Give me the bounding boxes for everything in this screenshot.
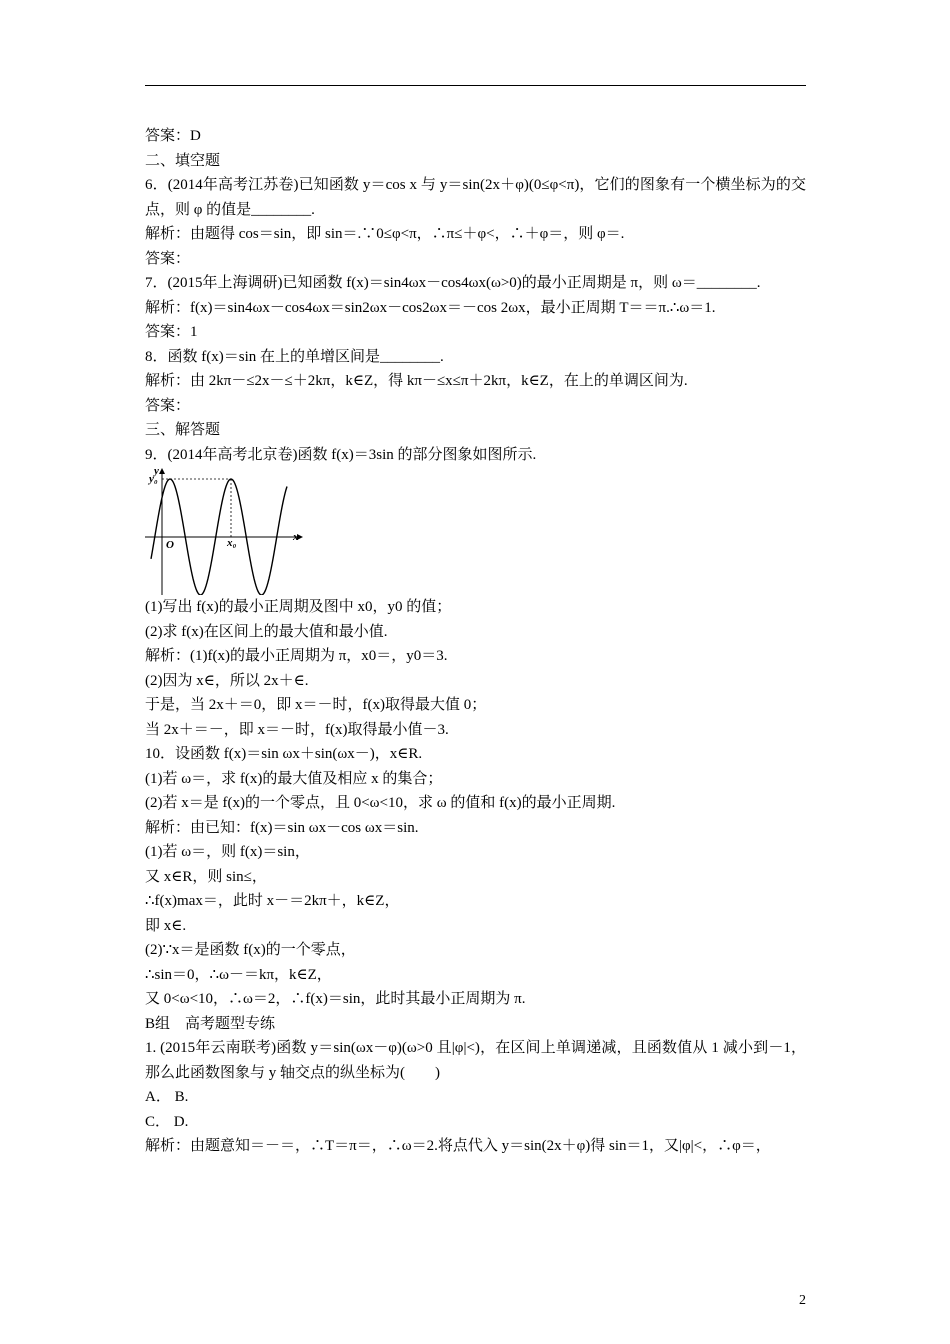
- choice-line: A． B.: [145, 1089, 189, 1105]
- text-line: (2)若 x＝是 f(x)的一个零点，且 0<ω<10，求 ω 的值和 f(x)的最小正周期.: [145, 795, 616, 811]
- x0-label: x₀: [227, 537, 237, 549]
- question-10: 10．设函数 f(x)＝sin ωx＋sin(ωx－)，x∈R.: [145, 746, 423, 762]
- text-line: 又 0<ω<10，∴ω＝2，∴f(x)＝sin，此时其最小正周期为 π.: [145, 991, 526, 1007]
- header-rule: [145, 85, 806, 86]
- choice-line: C． D.: [145, 1113, 189, 1130]
- text-line: ∴sin＝0，∴ω－＝kπ，k∈Z，: [145, 966, 332, 983]
- sine-graph-figure: [145, 467, 305, 595]
- text-line: 解析：由题意知＝－＝，∴T＝π＝，∴ω＝2.将点代入 y＝sin(2x＋φ)得 sin＝1，又|φ|<，∴φ＝，: [145, 1138, 771, 1154]
- origin-label: O: [166, 539, 174, 551]
- text-line: (2)因为 x∈，所以 2x＋∈.: [145, 672, 309, 689]
- text-line: 答案：1: [145, 324, 198, 340]
- text-line: 当 2x＋＝－，即 x＝－时，f(x)取得最小值－3.: [145, 721, 449, 738]
- section-heading: 二、填空题: [145, 152, 221, 169]
- page-content: [145, 124, 806, 1159]
- text-line: 解析：(1)f(x)的最小正周期为 π，x0＝，y0＝3.: [145, 648, 448, 664]
- text-line: 答案：: [145, 397, 191, 414]
- text-line: 解析：由题得 cos＝sin，即 sin＝.∵0≤φ<π，∴π≤＋φ<，∴＋φ＝，则 φ＝.: [145, 226, 625, 242]
- question-b1: 1. (2015年云南联考)函数 y＝sin(ωx－φ)(ω>0 且|φ|<)，在区间上单调递减，且函数值从 1 减小到－1，那么此函数图象与 y 轴交点的纵坐标为( ): [145, 1040, 806, 1081]
- section-heading: B组 高考题型专练: [145, 1015, 276, 1032]
- text-line: 即 x∈.: [145, 917, 187, 934]
- text-line: 于是，当 2x＋＝0，即 x＝－时，f(x)取得最大值 0；: [145, 697, 487, 713]
- y-axis-arrow: [159, 468, 165, 474]
- y0-label: y₀: [149, 473, 158, 485]
- text-line: (1)若 ω＝，求 f(x)的最大值及相应 x 的集合；: [145, 770, 443, 787]
- question-7: 7．(2015年上海调研)已知函数 f(x)＝sin4ωx－cos4ωx(ω>0)的最小正周期是 π，则 ω＝________.: [145, 275, 761, 291]
- text-line: (2)求 f(x)在区间上的最大值和最小值.: [145, 623, 388, 640]
- page-number: 2: [799, 1293, 806, 1308]
- text-line: ∴f(x)max＝，此时 x－＝2kπ＋，k∈Z，: [145, 893, 400, 909]
- section-heading: 三、解答题: [145, 422, 221, 438]
- question-9: 9．(2014年高考北京卷)函数 f(x)＝3sin 的部分图象如图所示.: [145, 446, 537, 463]
- text-line: 解析：由已知：f(x)＝sin ωx－cos ωx＝sin.: [145, 819, 419, 836]
- question-6: 6．(2014年高考江苏卷)已知函数 y＝cos x 与 y＝sin(2x＋φ)(0≤φ<π)，它们的图象有一个横坐标为的交点，则 φ 的值是________.: [145, 177, 806, 218]
- question-8: 8．函数 f(x)＝sin 在上的单增区间是________.: [145, 348, 444, 365]
- text-line: (1)若 ω＝，则 f(x)＝sin，: [145, 844, 310, 860]
- text-line: 解析：f(x)＝sin4ωx－cos4ωx＝sin2ωx－cos2ωx＝－cos 2ωx，最小正周期 T＝＝π.∴ω＝1.: [145, 299, 716, 316]
- text-line: 解析：由 2kπ－≤2x－≤＋2kπ，k∈Z，得 kπ－≤x≤π＋2kπ，k∈Z，在上的单调区间为.: [145, 373, 688, 389]
- sine-graph: [145, 467, 305, 595]
- text-line: (2)∵x＝是函数 f(x)的一个零点，: [145, 942, 356, 958]
- text-line: 答案：: [145, 250, 191, 267]
- y-axis-label: y: [154, 465, 159, 477]
- x-axis-label: x: [293, 531, 299, 543]
- text-line: 答案：D: [145, 128, 201, 144]
- text-line: 又 x∈R，则 sin≤，: [145, 868, 267, 885]
- text-line: (1)写出 f(x)的最小正周期及图中 x0，y0 的值；: [145, 599, 452, 615]
